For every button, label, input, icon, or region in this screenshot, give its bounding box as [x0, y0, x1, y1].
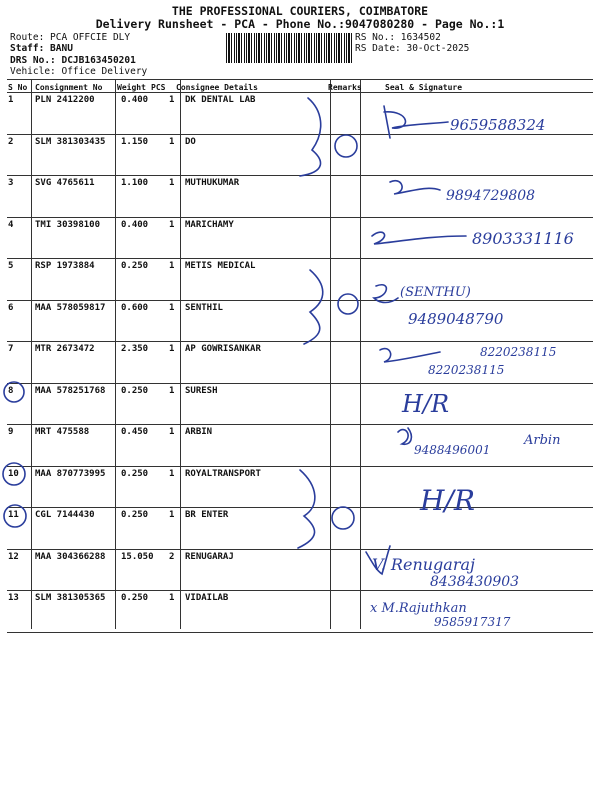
- cell-pcs: 1: [169, 178, 175, 188]
- cell-weight: 2.350: [121, 344, 149, 354]
- row-circle-mark: [4, 505, 26, 527]
- cell-consignment: TMI 30398100: [35, 219, 101, 230]
- cell-weight: 0.250: [121, 468, 149, 479]
- handwritten-phone: 9585917317: [434, 615, 511, 629]
- handwritten-phone: 8903331116: [472, 229, 574, 248]
- rs-date: RS Date: 30-Oct-2025: [355, 43, 470, 54]
- cell-weight: 0.250: [121, 385, 149, 396]
- cell-consignee: BR ENTER: [185, 510, 229, 520]
- route-label: Route: PCA OFFCIE DLY: [10, 32, 131, 43]
- cell-consignment: CGL 7144430: [35, 510, 95, 520]
- cell-sno: 3: [8, 178, 14, 188]
- row-circle-mark: [4, 382, 24, 402]
- cell-consignment: RSP 1973884: [35, 261, 95, 271]
- signature-mark: [398, 428, 411, 444]
- cell-pcs: 1: [169, 344, 175, 354]
- handwritten-name: (SENTHU): [400, 285, 471, 300]
- cell-pcs: 1: [169, 385, 175, 396]
- header-weight: Weight: [117, 83, 146, 92]
- cell-pcs: 1: [169, 219, 175, 230]
- header-seal: Seal & Signature: [385, 83, 463, 92]
- cell-sno: 11: [8, 510, 19, 520]
- cell-consignment: SLM 381305365: [35, 593, 106, 603]
- cell-consignee: MARICHAMY: [185, 219, 234, 230]
- handwritten-phone: 9894729808: [446, 188, 536, 204]
- scribble-mark: [304, 270, 323, 344]
- signature-mark: [390, 181, 440, 194]
- cell-sno: 9: [8, 427, 14, 437]
- cell-sno: 8: [8, 385, 14, 396]
- signature-mark: [374, 285, 398, 303]
- cell-consignee: MUTHUKUMAR: [185, 178, 240, 188]
- cell-consignee: METIS MEDICAL: [185, 261, 256, 271]
- cell-pcs: 1: [169, 468, 175, 479]
- cell-sno: 1: [8, 95, 14, 105]
- signature-mark: [384, 106, 448, 138]
- handwritten-remark: H/R: [402, 390, 450, 418]
- page-title: THE PROFESSIONAL COURIERS, COIMBATORE: [171, 4, 429, 18]
- handwritten-phone: 9488496001: [414, 443, 491, 457]
- cell-weight: 0.250: [121, 261, 149, 271]
- handwritten-phone: 8438430903: [430, 574, 520, 590]
- cell-pcs: 2: [169, 551, 175, 562]
- vehicle-label: Vehicle: Office Delivery: [10, 66, 148, 77]
- cell-sno: 4: [8, 219, 14, 230]
- header-consignee: Consignee Details: [176, 83, 258, 92]
- cell-consignment: MAA 870773995: [35, 468, 106, 479]
- cell-pcs: 1: [169, 302, 175, 313]
- cell-sno: 10: [8, 468, 19, 479]
- handwritten-phone: 9659588324: [450, 116, 546, 134]
- signature-mark: [380, 349, 440, 362]
- row-circle-mark: [3, 463, 25, 485]
- cell-sno: 5: [8, 261, 14, 271]
- handwritten-name: x M.Rajuthkan: [370, 601, 467, 616]
- cell-consignment: MAA 578251768: [35, 385, 106, 396]
- cell-consignment: MAA 304366288: [35, 551, 106, 562]
- cell-pcs: 1: [169, 136, 175, 147]
- header-consignment: Consignment No: [35, 83, 103, 92]
- cell-consignment: SVG 4765611: [35, 178, 95, 188]
- rs-number: RS No.: 1634502: [355, 32, 441, 43]
- cell-consignee: AP GOWRISANKAR: [185, 344, 261, 354]
- header-remarks: Remarks: [328, 83, 362, 92]
- cell-weight: 1.150: [121, 136, 149, 147]
- scribble-mark: [298, 470, 315, 548]
- handwritten-phone: 9489048790: [408, 310, 504, 328]
- page-subtitle: Delivery Runsheet - PCA - Phone No.:9047080280 - Page No.:1: [95, 17, 505, 31]
- cell-pcs: 1: [169, 510, 175, 520]
- cell-consignment: SLM 381303435: [35, 136, 106, 147]
- staff-label: Staff: BANU: [10, 43, 73, 54]
- handwritten-remark: H/R: [420, 484, 475, 517]
- scribble-mark: [335, 135, 357, 157]
- cell-consignment: MAA 578059817: [35, 302, 106, 313]
- cell-pcs: 1: [169, 95, 175, 105]
- cell-consignee: ARBIN: [185, 427, 213, 437]
- cell-pcs: 1: [169, 593, 175, 603]
- signature-mark: [372, 232, 466, 244]
- cell-weight: 15.050: [121, 551, 154, 562]
- header-pcs: PCS: [151, 83, 166, 92]
- cell-sno: 6: [8, 302, 14, 313]
- handwritten-phone: 8220238115: [428, 363, 505, 377]
- handwritten-name: Arbin: [524, 433, 561, 448]
- cell-sno: 2: [8, 136, 14, 147]
- cell-consignment: MRT 475588: [35, 427, 90, 437]
- cell-consignee: DO: [185, 136, 196, 147]
- cell-consignment: PLN 2412200: [35, 95, 95, 105]
- cell-weight: 0.400: [121, 95, 149, 105]
- cell-consignee: DK DENTAL LAB: [185, 95, 256, 105]
- cell-pcs: 1: [169, 261, 175, 271]
- cell-weight: 0.600: [121, 302, 149, 313]
- header-sno: S No: [8, 83, 28, 92]
- cell-weight: 0.400: [121, 219, 149, 230]
- cell-sno: 13: [8, 593, 19, 603]
- drs-label: DRS No.: DCJB163450201: [10, 55, 136, 66]
- cell-consignee: RENUGARAJ: [185, 551, 234, 562]
- cell-consignment: MTR 2673472: [35, 344, 95, 354]
- cell-weight: 0.250: [121, 510, 149, 520]
- cell-weight: 0.450: [121, 427, 149, 437]
- cell-sno: 12: [8, 551, 19, 562]
- cell-consignee: SURESH: [185, 385, 218, 396]
- handwritten-phone: 8220238115: [480, 345, 557, 359]
- handwritten-name: V. Renugaraj: [372, 555, 475, 574]
- scribble-mark: [338, 294, 358, 314]
- cell-consignee: VIDAILAB: [185, 593, 229, 603]
- cell-consignee: SENTHIL: [185, 302, 223, 313]
- scribble-mark: [332, 507, 354, 529]
- scribble-mark: [300, 98, 321, 176]
- cell-weight: 0.250: [121, 593, 149, 603]
- cell-consignee: ROYALTRANSPORT: [185, 468, 261, 479]
- cell-pcs: 1: [169, 427, 175, 437]
- cell-weight: 1.100: [121, 178, 149, 188]
- cell-sno: 7: [8, 344, 14, 354]
